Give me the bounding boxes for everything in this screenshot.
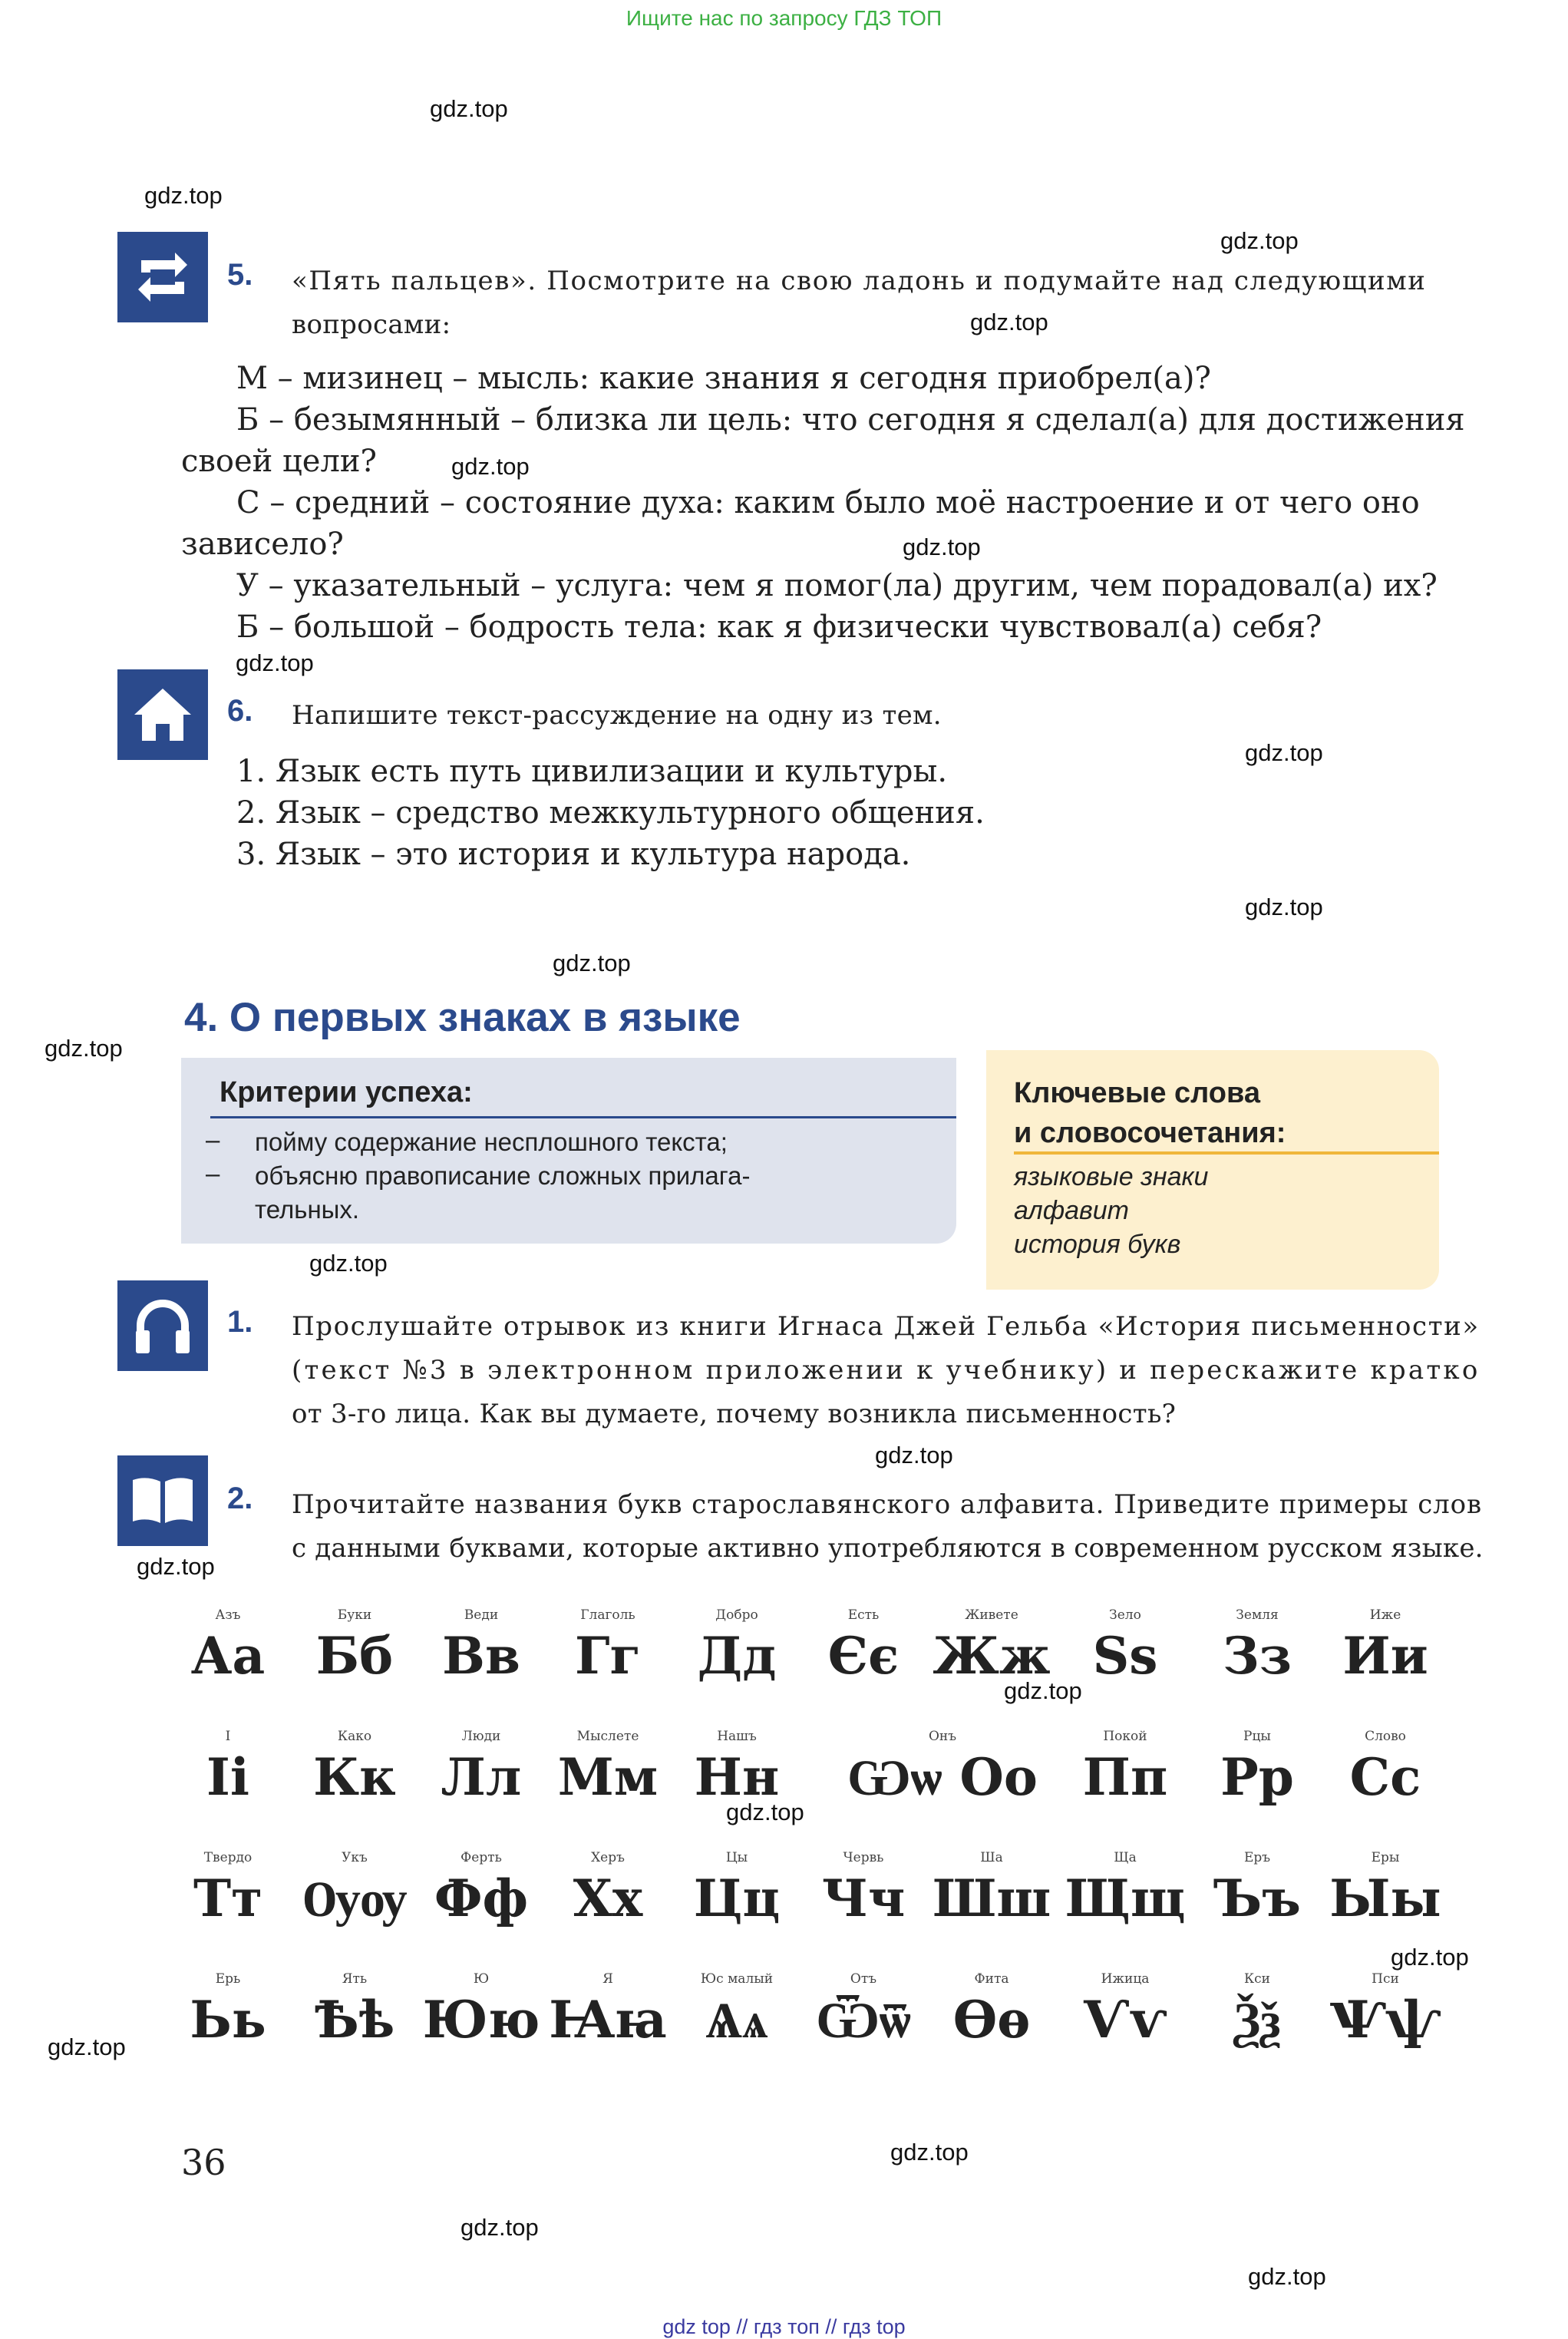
text-line: Б – большой – бодрость тела: как я физически чувствовал(а) себя? [236, 610, 1322, 645]
watermark: gdz.top [890, 2139, 969, 2166]
divider [210, 1116, 956, 1118]
headphones-icon [117, 1280, 208, 1371]
keywords-box [986, 1050, 1439, 1290]
task-text: Прослушайте отрывок из книги Игнаса Джей Гельба «История письменности» [292, 1311, 1480, 1342]
text-line: Б – безымянный – близка ли цель: что сегодня я сделал(а) для достижения [236, 402, 1465, 438]
letter-glyph: Лл [441, 1747, 522, 1807]
task-number: 2. [227, 1482, 253, 1515]
watermark: gdz.top [451, 453, 530, 480]
task-text: Напишите текст-рассуждение на одну из тем. [292, 700, 942, 731]
letter-name: Иже [1369, 1607, 1401, 1623]
task-number: 5. [227, 258, 253, 292]
letter-glyph: Ѿѿ [816, 1990, 911, 2050]
letter-name: Еры [1371, 1850, 1400, 1865]
letter-name: Азъ [215, 1607, 241, 1623]
watermark: gdz.top [1220, 227, 1299, 254]
letter-name: Веди [464, 1607, 499, 1623]
watermark: gdz.top [726, 1799, 804, 1825]
task-text: «Пять пальцев». Посмотрите на свою ладонь и подумайте над следующими [292, 266, 1427, 296]
letter-glyph: Єє [827, 1626, 900, 1686]
bullet-dash: – [206, 1125, 220, 1154]
letter-name: Рцы [1243, 1729, 1271, 1744]
letter-name: Буки [337, 1607, 372, 1623]
letter-name: Како [337, 1729, 372, 1744]
letter-glyph: Ѹѹ [302, 1868, 407, 1928]
letter-glyph: Ѯѯ [1233, 1990, 1281, 2050]
letter-glyph: Ъъ [1213, 1868, 1301, 1928]
letter-name: Люди [461, 1729, 501, 1744]
letter-glyph: Бб [315, 1626, 394, 1686]
list-item: 2. Язык – средство межкультурного общения. [236, 795, 985, 831]
letter-name: Цы [725, 1850, 748, 1865]
criteria-box [181, 1058, 956, 1244]
bullet-dash: – [206, 1159, 220, 1188]
task-text: вопросами: [292, 309, 451, 340]
letter-name: Глаголь [580, 1607, 635, 1623]
letter-glyph: Щщ [1065, 1868, 1186, 1928]
watermark: gdz.top [1004, 1677, 1082, 1704]
letter-glyph: Ьь [190, 1990, 266, 2050]
letter-name: Мыслете [576, 1729, 639, 1744]
letter-name: Земля [1236, 1607, 1279, 1623]
letter-name: Ферть [460, 1850, 502, 1865]
criteria-item: тельных. [255, 1195, 360, 1224]
letter-name: Отъ [850, 1971, 877, 1987]
letter-glyph: Ии [1342, 1626, 1428, 1686]
text-line: С – средний – состояние духа: каким было моё настроение и от чего оно [236, 485, 1420, 520]
letter-name: Зело [1109, 1607, 1141, 1623]
letter-name: Покой [1103, 1729, 1147, 1744]
letter-name: Живете [965, 1607, 1018, 1623]
letter-glyph: Чч [821, 1868, 906, 1928]
letter-glyph: Зз [1223, 1626, 1292, 1686]
letter-glyph: Ѳѳ [952, 1990, 1031, 2050]
watermark: gdz.top [970, 309, 1048, 335]
letter-name: Твердо [203, 1850, 253, 1865]
watermark: gdz.top [1245, 739, 1323, 766]
letter-glyph: Нн [694, 1747, 780, 1807]
letter-glyph: Аа [190, 1626, 266, 1686]
letter-glyph: Сс [1349, 1747, 1421, 1807]
letter-name: Добро [715, 1607, 758, 1623]
watermark: gdz.top [236, 649, 314, 676]
letter-glyph: Ѧѧ [705, 1990, 768, 2050]
text-line: У – указательный – услуга: чем я помог(ла) другим, чем порадовал(а) их? [236, 568, 1438, 603]
watermark: gdz.top [553, 950, 631, 976]
letter-name: Еръ [1243, 1850, 1271, 1865]
letter-glyph: Тт [193, 1868, 262, 1928]
letter-glyph: Фф [434, 1868, 529, 1928]
letter-name: Ща [1114, 1850, 1137, 1865]
letter-name: Фита [974, 1971, 1009, 1987]
letter-glyph: Ѱѱ [1329, 1990, 1441, 2050]
letter-glyph: Ꙗꙗ [549, 1990, 667, 2050]
letter-glyph: Ѕѕ [1092, 1626, 1158, 1686]
text-line: своей цели? [181, 444, 377, 479]
letter-name: Слово [1365, 1729, 1406, 1744]
criteria-item: пойму содержание несплошного текста; [255, 1128, 728, 1156]
page-number: 36 [181, 2142, 226, 2183]
letter-glyph: Вв [442, 1626, 520, 1686]
letter-glyph: Дд [697, 1626, 777, 1686]
letter-glyph: Іі [206, 1747, 249, 1807]
letter-glyph: Цц [693, 1868, 781, 1928]
letter-glyph: Хх [573, 1868, 643, 1928]
keywords-title [1014, 1073, 1286, 1153]
section-title: 4. О первых знаках в языке [184, 995, 741, 1040]
watermark: gdz.top [460, 2214, 539, 2241]
watermark: gdz.top [875, 1442, 953, 1468]
letter-glyph: Рр [1220, 1747, 1294, 1807]
list-item: 3. Язык – это история и культура народа. [236, 837, 911, 872]
watermark: gdz.top [144, 182, 223, 209]
letter-glyph: Ѡѡ Оо [847, 1747, 1038, 1807]
letter-name: Червь [843, 1850, 884, 1865]
task-text: Прочитайте названия букв старославянского алфавита. Приведите примеры слов [292, 1489, 1483, 1520]
letter-name: Укъ [342, 1850, 368, 1865]
text-line: М – мизинец – мысль: какие знания я сегодня приобрел(а)? [236, 361, 1211, 396]
list-item: 1. Язык есть путь цивилизации и культуры. [236, 754, 948, 789]
watermark: gdz.top [48, 2033, 126, 2060]
text-line: зависело? [181, 527, 344, 562]
keyword: алфавит [1014, 1196, 1129, 1225]
letter-name: Ять [342, 1971, 368, 1987]
keyword: история букв [1014, 1230, 1181, 1259]
criteria-item: объясню правописание сложных прилага- [255, 1161, 751, 1190]
letter-glyph: Мм [557, 1747, 659, 1807]
watermark: gdz.top [309, 1250, 388, 1277]
watermark: gdz.top [903, 534, 981, 560]
letter-glyph: Юю [422, 1990, 540, 2050]
watermark: gdz.top [1391, 1944, 1469, 1971]
home-icon [117, 669, 208, 760]
letter-name: Нашъ [717, 1729, 757, 1744]
watermark: gdz.top [45, 1035, 123, 1062]
letter-glyph: Гг [574, 1626, 641, 1686]
letter-glyph: Шш [932, 1868, 1051, 1928]
letter-name: Ша [980, 1850, 1003, 1865]
divider [1014, 1151, 1439, 1155]
letter-name: Херъ [591, 1850, 625, 1865]
letter-name: Я [602, 1971, 613, 1987]
letter-name: Онъ [928, 1729, 957, 1744]
letter-glyph: Кк [313, 1747, 396, 1807]
letter-name: Ижица [1101, 1971, 1150, 1987]
task-text: (текст №3 в электронном приложении к учебнику) и перескажите кратко [292, 1355, 1481, 1386]
letter-glyph: Жж [933, 1626, 1051, 1686]
refresh-icon [117, 232, 208, 322]
top-banner[interactable]: Ищите нас по запросу ГДЗ ТОП [626, 6, 942, 30]
watermark: gdz.top [1248, 2263, 1326, 2290]
watermark: gdz.top [137, 1553, 215, 1580]
letter-name: Ерь [215, 1971, 241, 1987]
keywords-title-line: Ключевые слова [1014, 1077, 1261, 1109]
footer-link[interactable]: gdz top // гдз топ // гдз top [662, 2315, 906, 2338]
watermark: gdz.top [1245, 894, 1323, 920]
criteria-title: Критерии успеха: [220, 1076, 473, 1108]
keyword: языковые знаки [1014, 1162, 1209, 1191]
task-number: 1. [227, 1305, 253, 1339]
letter-glyph: Ѵѵ [1083, 1990, 1167, 2050]
letter-glyph: Ѣѣ [314, 1990, 395, 2050]
task-text: с данными буквами, которые активно употребляются в современном русском языке. [292, 1533, 1484, 1564]
task-text: от 3-го лица. Как вы думаете, почему возникла письменность? [292, 1399, 1177, 1429]
task-number: 6. [227, 694, 253, 728]
letter-name: Ю [473, 1971, 490, 1987]
letter-name: Есть [847, 1607, 880, 1623]
letter-name: Кси [1243, 1971, 1270, 1987]
letter-name: Юс малый [700, 1971, 774, 1987]
watermark: gdz.top [430, 95, 508, 122]
letter-name: Пси [1372, 1971, 1399, 1987]
book-icon [117, 1455, 208, 1546]
letter-glyph: Пп [1082, 1747, 1168, 1807]
letter-name: І [225, 1729, 231, 1744]
keywords-title-line: и словосочетания: [1014, 1117, 1286, 1149]
letter-glyph: Ыы [1329, 1868, 1441, 1928]
